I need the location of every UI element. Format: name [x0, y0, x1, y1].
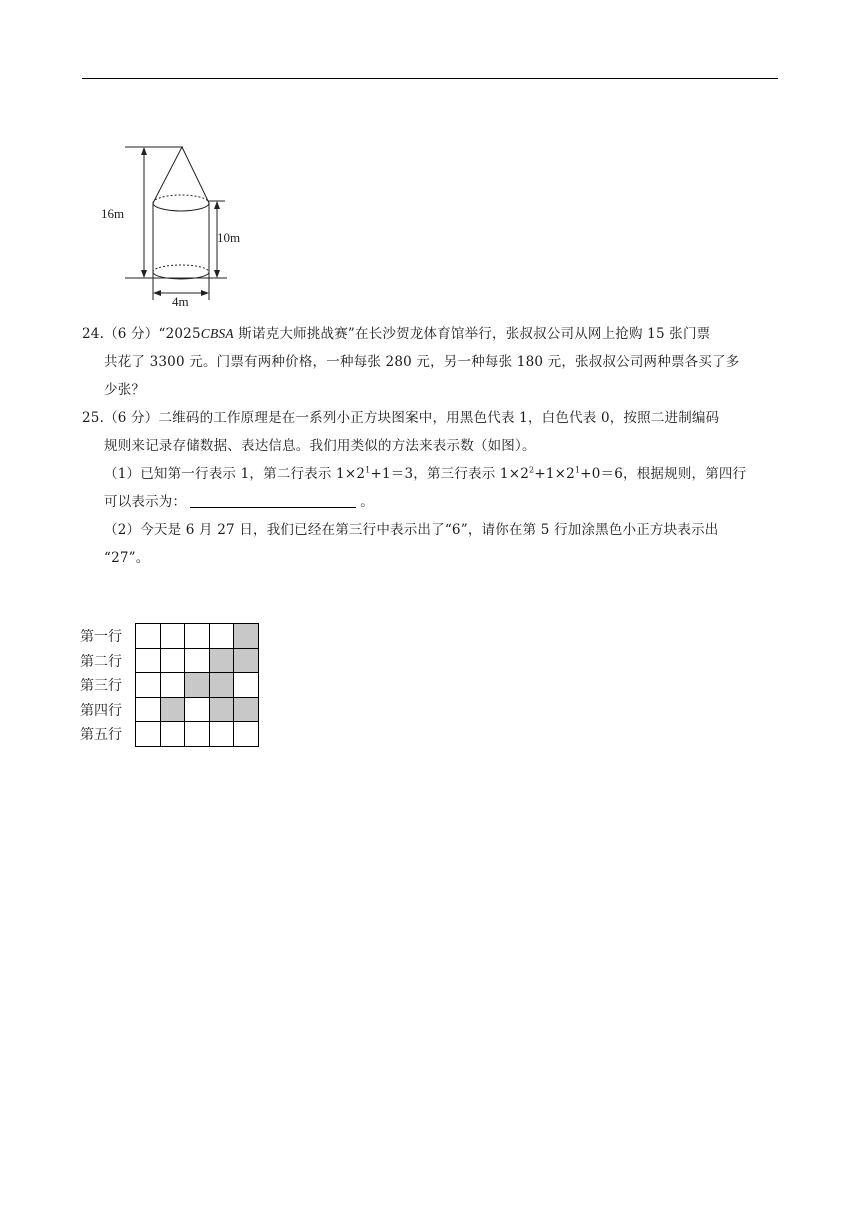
diameter-label: 4m [172, 294, 189, 309]
q25-part1-line-1 [82, 460, 782, 488]
grid-cell-empty[interactable] [233, 721, 259, 747]
q25-part1-text-a: （1）已知第一行表示 1，第二行表示 1×2 [104, 466, 366, 482]
grid-row-label: 第一行 [80, 629, 122, 646]
grid-cell-empty[interactable] [135, 721, 161, 747]
q25-part1-text-d: +0＝6，根据规则，第四行 [580, 466, 747, 482]
grid-row-cells [136, 722, 259, 747]
q25-part1-text-b: +1＝3，第三行表示 1×2 [370, 466, 530, 482]
grid-cell-empty[interactable] [160, 672, 186, 698]
grid-cell-empty[interactable] [135, 648, 161, 674]
grid-cell-empty[interactable] [160, 721, 186, 747]
grid-cell-empty[interactable] [160, 648, 186, 674]
q25-part1-sup-1: 1 [365, 465, 371, 475]
q25-part2-line-1: （2）今天是 6 月 27 日，我们已经在第三行中表示出了“6”，请你在第 5 行加涂黑色小正方块表示出 [104, 522, 719, 538]
q25-part1-line-2 [82, 488, 782, 516]
grid-cell-empty[interactable] [160, 623, 186, 649]
grid-row [80, 673, 259, 698]
question-24 [82, 320, 782, 404]
q24-line-1 [82, 320, 782, 348]
grid-cell-empty[interactable] [209, 721, 235, 747]
question-25 [82, 404, 782, 572]
q25-line-1 [82, 404, 782, 432]
grid-row-label: 第四行 [80, 702, 122, 719]
q25-line1-text: 二维码的工作原理是在一系列小正方块图案中，用黑色代表 1，白色代表 0，按照二进制编码 [158, 410, 720, 426]
grid-cell-filled[interactable] [233, 697, 259, 723]
q25-part1-period: 。 [360, 494, 374, 510]
grid-cell-empty[interactable] [184, 697, 210, 723]
q24-line1-rest: 斯诺克大师挑战赛”在长沙贺龙体育馆举行，张叔叔公司从网上抢购 15 张门票 [233, 326, 711, 342]
grid-cell-empty[interactable] [184, 623, 210, 649]
grid-cell-empty[interactable] [135, 623, 161, 649]
grid-row-cells [136, 624, 259, 649]
grid-row-cells [136, 698, 259, 723]
q24-line-3: 少张？ [104, 382, 146, 398]
q25-number: 25. [82, 410, 105, 426]
grid-row-cells [136, 673, 259, 698]
q24-brand: CBSA [200, 326, 234, 341]
q25-score: （6 分） [104, 410, 159, 426]
q25-part2-line-2: “27”。 [104, 550, 150, 566]
grid-row-label: 第三行 [80, 678, 122, 695]
grid-cell-empty[interactable] [184, 648, 210, 674]
grid-cell-filled[interactable] [209, 697, 235, 723]
cylinder-cone-figure [95, 128, 255, 308]
height-total-label: 16m [101, 206, 125, 221]
q24-score: （6 分） [104, 326, 159, 342]
grid-row [80, 649, 259, 674]
grid-cell-empty[interactable] [233, 672, 259, 698]
q25-part1-sup-3: 1 [574, 465, 581, 475]
header-rule [82, 78, 778, 79]
q25-line-2: 规则来记录存储数据、表达信息。我们用类似的方法来表示数（如图）。 [104, 438, 536, 454]
answer-blank[interactable] [190, 493, 356, 508]
height-cylinder-label: 10m [217, 230, 241, 245]
grid-row-label: 第五行 [80, 727, 122, 744]
q24-number: 24. [82, 326, 105, 342]
grid-cell-filled[interactable] [233, 623, 259, 649]
q24-line-2: 共花了 3300 元。门票有两种价格，一种每张 280 元，另一种每张 180 元，张叔叔公司两种票各买了多 [104, 354, 740, 370]
grid-row-cells [136, 649, 259, 674]
grid-row [80, 722, 259, 747]
grid-row-label: 第二行 [80, 653, 122, 670]
q25-part1-prompt: 可以表示为： [104, 494, 187, 510]
grid-cell-empty[interactable] [135, 697, 161, 723]
grid-cell-empty[interactable] [209, 623, 235, 649]
grid-cell-empty[interactable] [135, 672, 161, 698]
grid-cell-empty[interactable] [184, 721, 210, 747]
grid-cell-filled[interactable] [160, 697, 186, 723]
grid-cell-filled[interactable] [209, 648, 235, 674]
grid-row [80, 698, 259, 723]
q25-part1-text-c: +1×2 [534, 466, 575, 482]
grid-row [80, 624, 259, 649]
grid-cell-filled[interactable] [184, 672, 210, 698]
grid-cell-filled[interactable] [233, 648, 259, 674]
grid-cell-filled[interactable] [209, 672, 235, 698]
q24-prefix: “2025 [158, 326, 201, 342]
binary-grid [80, 624, 259, 747]
q25-part1-sup-2: 2 [529, 465, 535, 475]
